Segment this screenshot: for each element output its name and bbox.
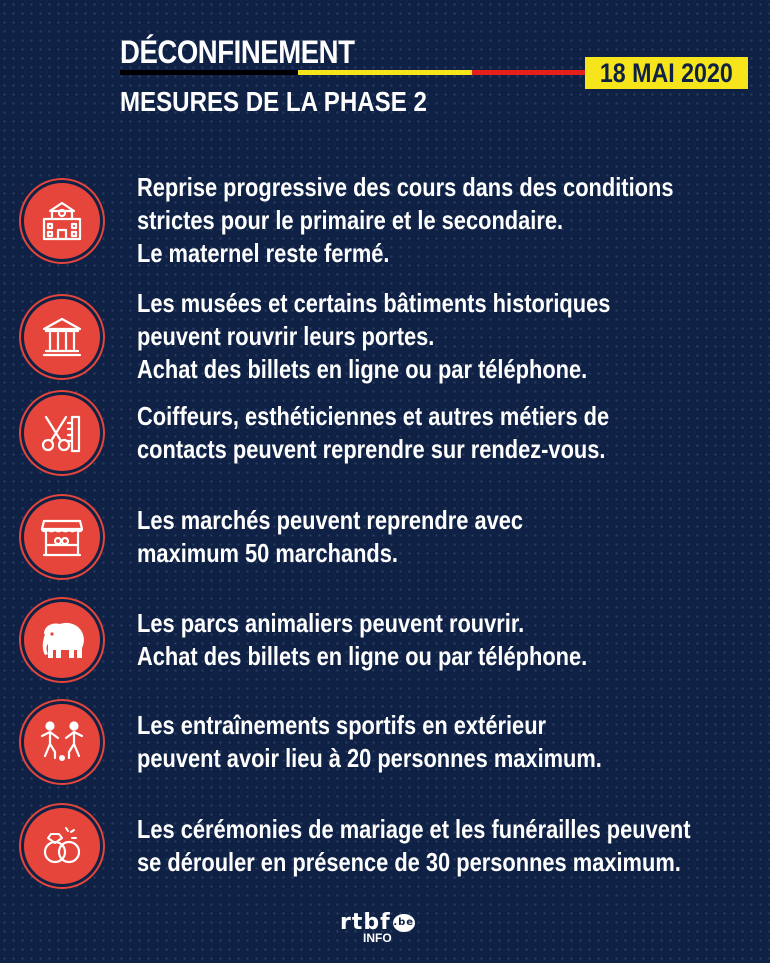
measure-text (137, 504, 523, 570)
measure-line: se dérouler en présence de 30 personnes maximum. (137, 847, 681, 877)
measure-line: strictes pour le primaire et le secondaire. (137, 205, 564, 235)
market-stall-icon (24, 499, 100, 575)
measure-line: Les marchés peuvent reprendre avec (137, 505, 524, 535)
measure-text (137, 813, 691, 879)
flag-bar-black (120, 70, 298, 75)
logo-badge: .be (393, 914, 415, 932)
measure-line: Les entraînements sportifs en extérieur (137, 710, 547, 740)
measure-text (137, 287, 610, 386)
elephant-icon (24, 602, 100, 678)
measure-line: Le maternel reste fermé. (137, 238, 390, 268)
page-title: DÉCONFINEMENT (120, 34, 355, 70)
logo-text: rtbf (340, 910, 391, 935)
measure-text (137, 171, 673, 270)
measure-text (137, 607, 587, 673)
rtbf-logo (340, 910, 415, 945)
date-text: 18 MAI 2020 (600, 58, 733, 88)
measure-line: Les parcs animaliers peuvent rouvrir. (137, 608, 525, 638)
measure-line: Les musées et certains bâtiments historiques (137, 288, 611, 318)
measure-line: maximum 50 marchands. (137, 538, 398, 568)
measure-text (137, 400, 609, 466)
school-icon (24, 183, 100, 259)
flag-bar-yellow (298, 70, 472, 75)
measure-line: Les cérémonies de mariage et les funérailles peuvent (137, 814, 691, 844)
measure-line: Coiffeurs, esthéticiennes et autres métiers de (137, 401, 610, 431)
measure-line: Reprise progressive des cours dans des conditions (137, 172, 674, 202)
date-badge (585, 57, 748, 89)
measure-text (137, 709, 602, 775)
page-subtitle: MESURES DE LA PHASE 2 (120, 86, 427, 117)
measure-line: peuvent avoir lieu à 20 personnes maximum. (137, 743, 602, 773)
measure-line: Achat des billets en ligne ou par téléphone. (137, 354, 588, 384)
measure-line: contacts peuvent reprendre sur rendez-vous. (137, 434, 606, 464)
scissors-comb-icon (24, 395, 100, 471)
museum-icon (24, 299, 100, 375)
measure-line: peuvent rouvrir leurs portes. (137, 321, 435, 351)
football-players-icon (24, 704, 100, 780)
wedding-rings-icon (24, 808, 100, 884)
flag-bar-red (472, 70, 587, 75)
measure-line: Achat des billets en ligne ou par téléphone. (137, 641, 588, 671)
logo-sub: INFO (363, 931, 392, 945)
